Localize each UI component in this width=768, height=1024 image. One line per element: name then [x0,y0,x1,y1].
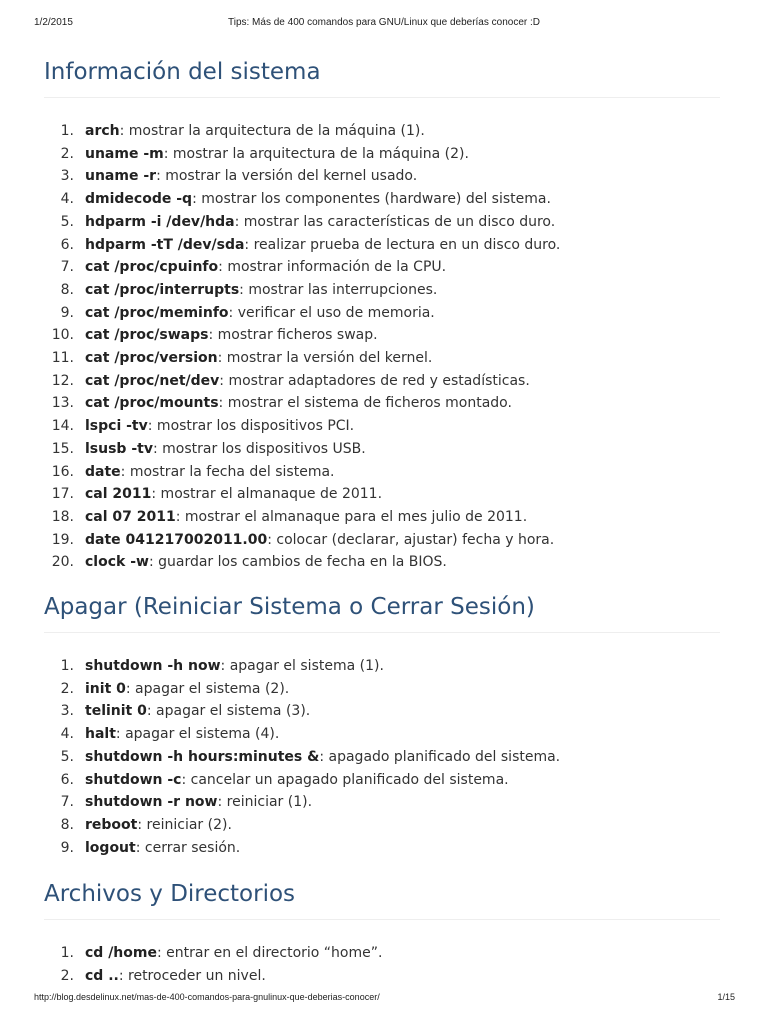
print-url: http://blog.desdelinux.net/mas-de-400-comandos-para-gnulinux-que-deberias-conocer/ [34,992,380,1002]
list-item-number: 13. [51,395,74,412]
command-name: cal 07 2011 [85,508,176,525]
command-name: cd /home [85,945,157,962]
command-description: : mostrar el almanaque para el mes julio de 2011. [175,508,528,525]
list-item-number: 6. [60,236,74,253]
command-name: logout [85,839,136,856]
command-name: halt [85,726,116,743]
list-item [44,551,720,574]
list-item [44,415,720,438]
command-description: : mostrar adaptadores de red y estadísticas. [219,372,530,389]
command-name: shutdown -c [85,771,182,788]
command-name: arch [85,123,120,139]
command-description: : verificar el uso de memoria. [228,304,435,321]
command-name: shutdown -h now [85,658,221,675]
command-name: cat /proc/mounts [85,395,219,412]
command-name: cd .. [85,968,119,985]
command-name: lspci -tv [85,418,148,435]
list-item [44,188,720,211]
command-name: cat /proc/interrupts [85,281,240,298]
list-item [44,324,720,347]
command-name: date [85,463,121,480]
command-description: : colocar (declarar, ajustar) fecha y hora. [267,531,555,548]
list-item-number: 2. [60,145,74,162]
list-item [44,234,720,257]
list-item [44,279,720,302]
section-apagar [44,590,720,859]
command-description: : mostrar los dispositivos PCI. [147,418,355,435]
command-description: : cerrar sesión. [135,839,241,856]
command-description: : cancelar un apagado planificado del sistema. [181,771,509,788]
command-name: cat /proc/version [85,350,218,367]
command-name: uname -m [85,145,164,162]
list-item [44,700,720,723]
command-description: : mostrar la fecha del sistema. [120,463,335,480]
list-item-number: 17. [51,486,74,503]
list-item-number: 3. [60,168,74,185]
command-description: : mostrar información de la CPU. [218,259,447,276]
command-name: reboot [85,816,138,833]
list-item-number: 16. [51,463,74,480]
list-item-number: 1. [60,945,74,962]
list-item-number: 18. [51,508,74,525]
list-item-number: 14. [51,418,74,435]
command-list [44,655,720,859]
print-header [0,17,768,31]
list-item-number: 19. [51,531,74,548]
command-description: : apagar el sistema (3). [146,703,311,720]
command-name: cat /proc/net/dev [85,372,220,389]
command-list [44,120,720,574]
command-name: cat /proc/swaps [85,327,209,344]
list-item-number: 6. [60,771,74,788]
command-description: : mostrar la arquitectura de la máquina (2). [163,145,469,162]
list-item [44,256,720,279]
print-title: Tips: Más de 400 comandos para GNU/Linux que deberías conocer :D [227,17,541,28]
list-item [44,483,720,506]
list-item-number: 2. [60,680,74,697]
list-item-number: 7. [60,259,74,276]
list-item [44,965,720,988]
command-description: : apagado planificado del sistema. [319,748,561,765]
list-item-number: 8. [60,281,74,298]
command-name: dmidecode -q [85,191,193,208]
section-title: Apagar (Reiniciar Sistema o Cerrar Sesión) [44,590,720,633]
command-name: shutdown -h hours:minutes & [85,748,320,765]
command-name: telinit 0 [85,703,147,720]
section-informacion-sistema [44,55,720,574]
list-item [44,461,720,484]
article-content [44,55,720,988]
command-name: lsusb -tv [85,440,153,457]
list-item [44,655,720,678]
command-description: : guardar los cambios de fecha en la BIOS. [148,554,447,571]
command-description: : realizar prueba de lectura en un disco duro. [244,236,561,253]
list-item [44,814,720,837]
command-name: hdparm -tT /dev/sda [85,236,245,253]
list-item [44,347,720,370]
list-item [44,837,720,860]
command-description: : mostrar la versión del kernel. [217,350,433,367]
command-description: : mostrar las interrupciones. [239,281,438,298]
command-name: cat /proc/meminfo [85,304,229,321]
command-description: : mostrar el almanaque de 2011. [151,486,383,503]
command-description: : mostrar la arquitectura de la máquina (1). [119,123,425,139]
section-title: Archivos y Directorios [44,877,720,920]
list-item [44,165,720,188]
command-list [44,942,720,987]
list-item-number: 12. [51,372,74,389]
list-item [44,746,720,769]
list-item [44,143,720,166]
list-item-number: 15. [51,440,74,457]
list-item [44,506,720,529]
command-description: : reiniciar (2). [137,816,232,833]
list-item [44,791,720,814]
command-description: : mostrar las características de un disco duro. [234,213,556,230]
list-item [44,392,720,415]
list-item [44,370,720,393]
list-item [44,723,720,746]
section-title: Información del sistema [44,55,720,98]
command-description: : entrar en el directorio “home”. [156,945,383,962]
list-item-number: 4. [60,191,74,208]
list-item-number: 5. [60,748,74,765]
command-description: : mostrar ficheros swap. [208,327,378,344]
list-item [44,438,720,461]
command-name: cat /proc/cpuinfo [85,259,219,276]
list-item-number: 4. [60,726,74,743]
command-name: hdparm -i /dev/hda [85,213,235,230]
list-item [44,302,720,325]
page-number: 1/15 [717,992,735,1002]
list-item-number: 1. [60,658,74,675]
list-item [44,211,720,234]
list-item-number: 7. [60,794,74,811]
command-description: : retroceder un nivel. [118,968,266,985]
command-name: init 0 [85,680,126,697]
command-name: clock -w [85,554,149,571]
list-item-number: 9. [60,304,74,321]
list-item-number: 11. [51,350,74,367]
command-description: : apagar el sistema (4). [115,726,280,743]
list-item-number: 5. [60,213,74,230]
list-item-number: 2. [60,968,74,985]
list-item [44,120,720,143]
section-archivos-directorios [44,877,720,987]
list-item-number: 20. [51,554,74,571]
command-description: : mostrar los componentes (hardware) del sistema. [192,191,551,208]
print-date: 1/2/2015 [34,17,73,28]
command-description: : reiniciar (1). [217,794,313,811]
print-footer [0,992,768,1006]
command-name: date 041217002011.00 [85,531,268,548]
list-item-number: 8. [60,816,74,833]
list-item [44,678,720,701]
command-name: shutdown -r now [85,794,218,811]
list-item-number: 10. [51,327,74,344]
command-name: uname -r [85,168,157,185]
list-item [44,529,720,552]
list-item [44,942,720,965]
command-description: : mostrar la versión del kernel usado. [156,168,418,185]
list-item [44,769,720,792]
command-description: : apagar el sistema (2). [125,680,290,697]
command-description: : mostrar los dispositivos USB. [152,440,366,457]
list-item-number: 9. [60,839,74,856]
list-item-number: 1. [60,123,74,139]
command-description: : apagar el sistema (1). [220,658,384,675]
command-description: : mostrar el sistema de ficheros montado. [218,395,512,412]
command-name: cal 2011 [85,486,152,503]
list-item-number: 3. [60,703,74,720]
